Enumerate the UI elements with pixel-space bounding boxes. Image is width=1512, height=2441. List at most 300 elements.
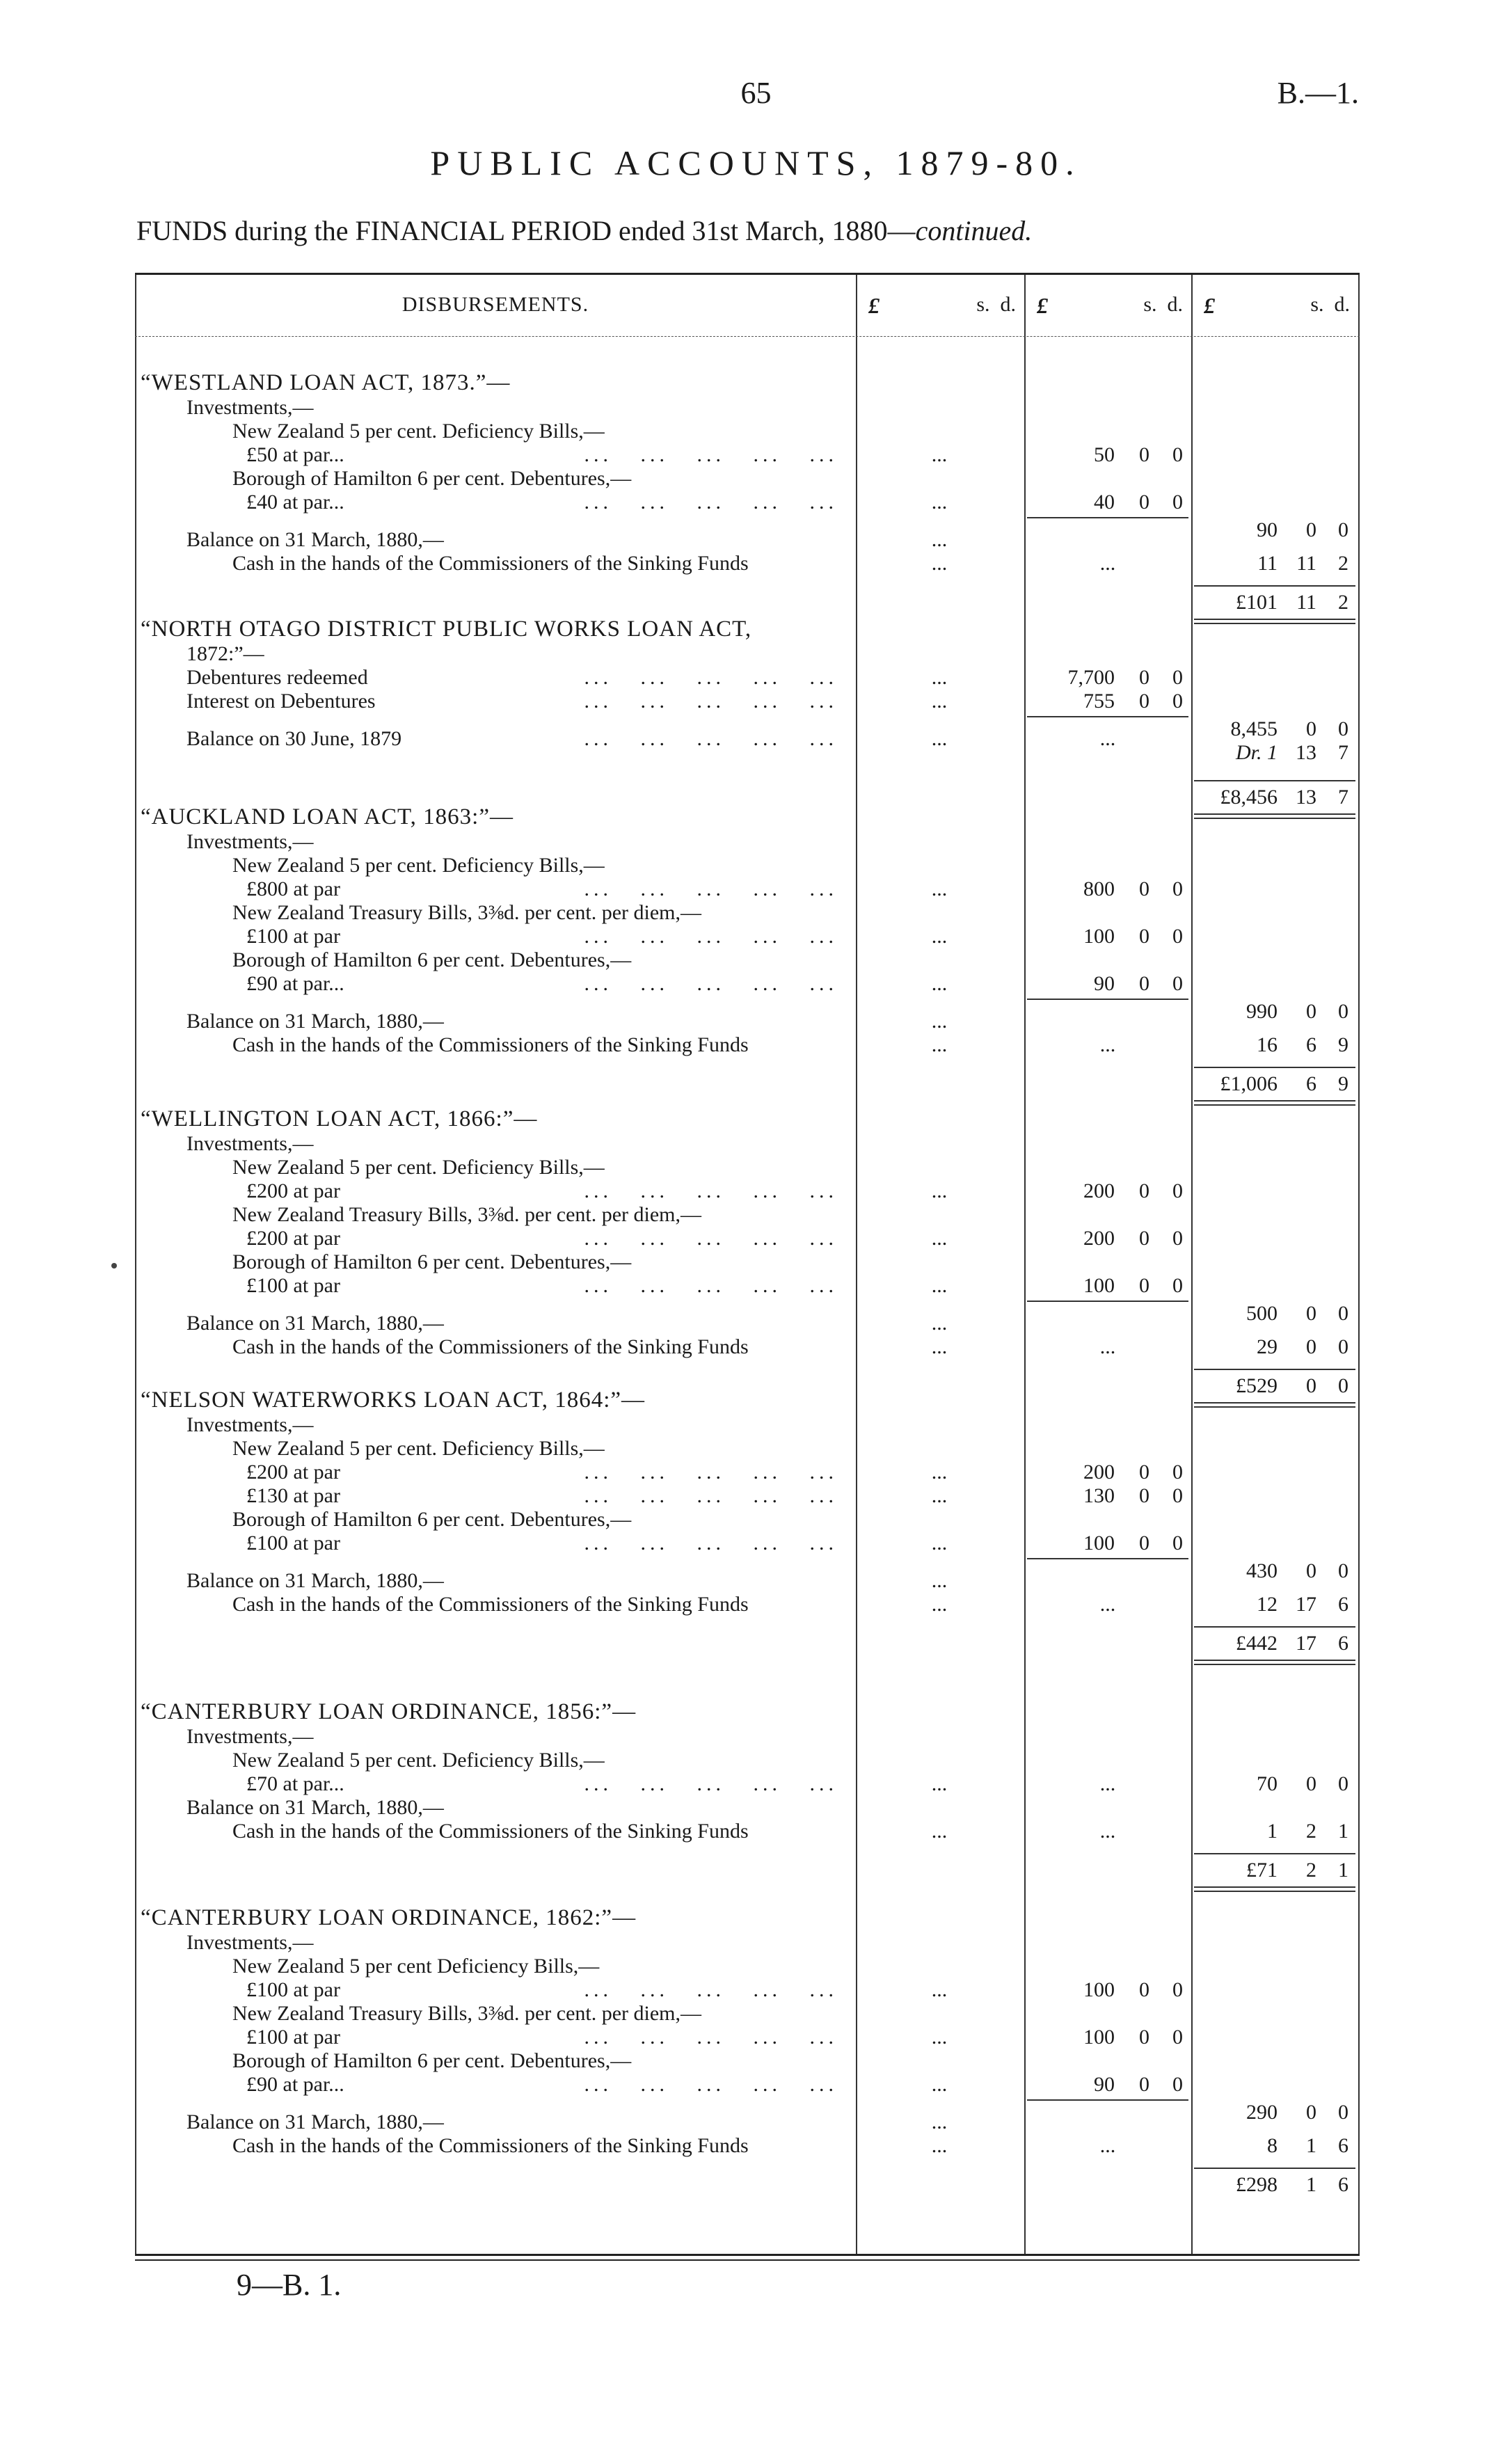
amount-col3 <box>1191 1559 1358 1583</box>
amount-pounds: 100 <box>1083 1978 1115 2001</box>
line-text: £130 at par <box>246 1484 340 1507</box>
amount-pounds: £101 <box>1236 591 1278 614</box>
line-text: Cash in the hands of the Commissioners of the Sinking Funds <box>232 2134 749 2157</box>
amount-pence: 0 <box>1172 1274 1183 1297</box>
line-text: Borough of Hamilton 6 per cent. Debentures,— <box>232 1250 632 1273</box>
amount-pence: 0 <box>1338 1335 1348 1358</box>
amount-shillings: 17 <box>1296 1593 1316 1616</box>
line-item <box>246 1274 340 1298</box>
leader-dots <box>437 727 838 751</box>
amount-pounds: 500 <box>1246 1302 1278 1325</box>
leader-dots <box>497 443 838 467</box>
leader-dots-text: ... ... ... ... ... <box>584 2026 838 2049</box>
leader-dots <box>497 1978 838 2002</box>
line-item <box>186 1725 313 1749</box>
leader-dots-text: ... ... ... ... ... <box>584 666 838 689</box>
ellipsis-col1: ... <box>931 491 948 514</box>
amount-shillings: 0 <box>1306 1335 1316 1358</box>
total-rule <box>1194 585 1355 587</box>
amount-pence: 0 <box>1338 1559 1348 1582</box>
line-item <box>186 666 368 690</box>
ellipsis-col1: ... <box>931 1569 948 1592</box>
ellipsis-col1: ... <box>931 666 948 689</box>
line-text: £100 at par <box>246 1274 340 1297</box>
line-text: £800 at par <box>246 877 340 900</box>
ellipsis-col1: ... <box>931 1227 948 1250</box>
amount-col2 <box>1024 1179 1191 1203</box>
amount-shillings: 6 <box>1306 1033 1316 1056</box>
section-title: “CANTERBURY LOAN ORDINANCE, 1856:”— <box>141 1699 637 1724</box>
amount-col3 <box>1191 1772 1358 1796</box>
amount-pence: 0 <box>1338 1772 1348 1795</box>
amount-pence: 0 <box>1172 690 1183 713</box>
line-item <box>186 1413 313 1437</box>
amount-pence: 0 <box>1172 1227 1183 1250</box>
section-title: “NELSON WATERWORKS LOAN ACT, 1864:”— <box>141 1388 646 1413</box>
amount-shillings: 13 <box>1296 786 1316 809</box>
section-total <box>1191 1072 1358 1096</box>
ellipsis-col2: ... <box>1099 1033 1116 1056</box>
line-text: New Zealand 5 per cent. Deficiency Bills,— <box>232 1749 605 1772</box>
amount-shillings: 0 <box>1139 1227 1149 1250</box>
amount-pence: 0 <box>1172 972 1183 995</box>
column-header-amount-3 <box>1191 293 1358 319</box>
line-text: Balance on 31 March, 1880,— <box>186 1796 444 1819</box>
line-text: Investments,— <box>186 1725 314 1748</box>
amount-pounds: 800 <box>1083 877 1115 900</box>
amount-shillings: 0 <box>1139 491 1149 514</box>
line-item <box>186 1010 444 1033</box>
amount-shillings: 0 <box>1139 972 1149 995</box>
line-item <box>186 690 376 713</box>
amount-pounds: 200 <box>1083 1461 1115 1484</box>
ellipsis-col2: ... <box>1099 1772 1116 1795</box>
leader-dots <box>497 1772 838 1796</box>
amount-pence: 0 <box>1172 443 1183 466</box>
pence-label: d. <box>1334 293 1350 316</box>
line-text: New Zealand 5 per cent Deficiency Bills,— <box>232 1955 600 1978</box>
ellipsis-col2: ... <box>1099 2134 1116 2157</box>
leader-dots-text: ... ... ... ... ... <box>584 925 838 948</box>
disbursements-table <box>135 273 1360 2256</box>
line-item <box>186 830 313 854</box>
column-header-amount-2 <box>1024 293 1191 319</box>
amount-shillings: 0 <box>1306 2101 1316 2124</box>
line-item <box>232 2134 749 2158</box>
amount-col3 <box>1191 1593 1358 1616</box>
leader-dots <box>497 491 838 514</box>
leader-dots-text: ... ... ... ... ... <box>584 1461 838 1484</box>
total-rule <box>1194 780 1355 781</box>
amount-shillings: 2 <box>1306 1820 1316 1843</box>
amount-pounds: 29 <box>1257 1335 1278 1358</box>
total-rule <box>1194 1369 1355 1370</box>
line-item <box>246 1484 340 1508</box>
ellipsis-col1: ... <box>931 690 948 713</box>
amount-shillings: 0 <box>1306 1000 1316 1023</box>
leader-dots <box>437 666 838 690</box>
line-item <box>232 2002 701 2026</box>
section-title: “NORTH OTAGO DISTRICT PUBLIC WORKS LOAN ACT, <box>141 617 752 642</box>
amount-col3 <box>1191 1302 1358 1326</box>
line-item <box>232 2049 631 2073</box>
amount-shillings: 0 <box>1139 443 1149 466</box>
amount-shillings: 0 <box>1139 925 1149 948</box>
amount-shillings: 0 <box>1139 690 1149 713</box>
subtotal-rule <box>1027 2099 1188 2101</box>
pound-sign: £ <box>868 293 880 318</box>
page-subtitle <box>136 214 1032 247</box>
line-text: £90 at par... <box>246 2073 344 2096</box>
line-text: New Zealand Treasury Bills, 3⅜d. per cent. per diem,— <box>232 2002 702 2025</box>
line-item <box>186 1569 444 1593</box>
line-item <box>232 420 605 443</box>
amount-shillings: 0 <box>1306 518 1316 541</box>
line-text: New Zealand 5 per cent. Deficiency Bills,— <box>232 854 605 877</box>
line-text: Cash in the hands of the Commissioners of the Sinking Funds <box>232 1820 749 1843</box>
ellipsis-col1: ... <box>931 2110 948 2133</box>
amount-col2 <box>1024 925 1191 948</box>
line-item <box>232 901 701 925</box>
line-item <box>186 1796 444 1820</box>
leader-dots <box>497 2073 838 2097</box>
amount-col2 <box>1024 1978 1191 2002</box>
line-item <box>246 491 344 514</box>
line-text: £40 at par... <box>246 491 344 514</box>
total-rule <box>1194 2168 1355 2169</box>
shillings-label: s. <box>1310 293 1324 316</box>
amount-col3 <box>1191 1335 1358 1359</box>
amount-pence: 0 <box>1338 717 1348 740</box>
amount-pence: 0 <box>1172 1978 1183 2001</box>
amount-col3 <box>1191 2134 1358 2158</box>
line-text: Investments,— <box>186 1413 314 1436</box>
amount-pence: 0 <box>1172 2073 1183 2096</box>
amount-pence: 0 <box>1172 877 1183 900</box>
leader-dots <box>437 690 838 713</box>
amount-pence: 6 <box>1338 1632 1348 1655</box>
line-item <box>232 1335 749 1359</box>
line-item <box>232 1593 749 1616</box>
line-text: Balance on 30 June, 1879 <box>186 727 402 750</box>
amount-pence: 0 <box>1172 1484 1183 1507</box>
amount-shillings: 0 <box>1306 1374 1316 1397</box>
amount-pence: 0 <box>1172 2026 1183 2049</box>
amount-col3 <box>1191 2101 1358 2124</box>
amount-pence: 2 <box>1338 591 1348 614</box>
amount-pounds: £442 <box>1236 1632 1278 1655</box>
total-double-rule <box>1194 619 1355 620</box>
amount-col2 <box>1024 1227 1191 1250</box>
amount-pounds: 40 <box>1094 491 1115 514</box>
line-text: Debentures redeemed <box>186 666 368 689</box>
amount-pence: 9 <box>1338 1072 1348 1095</box>
line-text: £90 at par... <box>246 972 344 995</box>
amount-shillings: 1 <box>1306 2173 1316 2196</box>
line-item <box>232 1250 631 1274</box>
ellipsis-col1: ... <box>931 972 948 995</box>
amount-pence: 1 <box>1338 1859 1348 1882</box>
amount-pounds: 130 <box>1083 1484 1115 1507</box>
leader-dots-text: ... ... ... ... ... <box>584 1978 838 2001</box>
amount-col2 <box>1024 877 1191 901</box>
leader-dots-text: ... ... ... ... ... <box>584 972 838 995</box>
amount-pence: 7 <box>1338 786 1348 809</box>
section-title: “WELLINGTON LOAN ACT, 1866:”— <box>141 1106 538 1131</box>
ellipsis-col1: ... <box>931 877 948 900</box>
ellipsis-col1: ... <box>931 2026 948 2049</box>
ellipsis-col1: ... <box>931 1820 948 1843</box>
table-border-left <box>135 275 136 2254</box>
amount-shillings: 0 <box>1139 1274 1149 1297</box>
ellipsis-col1: ... <box>931 727 948 750</box>
amount-col2 <box>1024 972 1191 996</box>
ellipsis-col1: ... <box>931 552 948 575</box>
line-text: Cash in the hands of the Commissioners of the Sinking Funds <box>232 552 749 575</box>
amount-pounds: £298 <box>1236 2173 1278 2196</box>
line-item <box>232 1508 631 1532</box>
line-text: Investments,— <box>186 1931 314 1954</box>
line-item <box>232 1955 599 1978</box>
line-item <box>232 1820 749 1843</box>
line-item <box>232 1203 701 1227</box>
section-title-cont: 1872:”— <box>186 642 264 665</box>
amount-pounds: 1 <box>1267 1820 1278 1843</box>
line-text: £200 at par <box>246 1461 340 1484</box>
amount-shillings: 11 <box>1296 591 1316 614</box>
amount-pounds: 990 <box>1246 1000 1278 1023</box>
amount-shillings: 0 <box>1139 1461 1149 1484</box>
line-text: Borough of Hamilton 6 per cent. Debentures,— <box>232 1508 632 1531</box>
amount-shillings: 6 <box>1306 1072 1316 1095</box>
line-text: New Zealand Treasury Bills, 3⅜d. per cent. per diem,— <box>232 901 702 924</box>
line-text: Investments,— <box>186 1132 314 1155</box>
leader-dots-text: ... ... ... ... ... <box>584 1484 838 1507</box>
amount-shillings: 0 <box>1306 1772 1316 1795</box>
amount-col2 <box>1024 666 1191 690</box>
line-item <box>232 1437 605 1461</box>
leader-dots-text: ... ... ... ... ... <box>584 690 838 713</box>
line-text: Borough of Hamilton 6 per cent. Debentures,— <box>232 2049 632 2072</box>
line-item <box>246 1978 340 2002</box>
amount-pounds: 50 <box>1094 443 1115 466</box>
amount-shillings: 0 <box>1139 666 1149 689</box>
amount-col2 <box>1024 1484 1191 1508</box>
line-text: Balance on 31 March, 1880,— <box>186 1010 444 1033</box>
line-item <box>186 396 313 420</box>
leader-dots <box>497 1484 838 1508</box>
amount-pence: 0 <box>1338 2101 1348 2124</box>
line-item <box>186 528 444 552</box>
line-text: Balance on 31 March, 1880,— <box>186 1569 444 1592</box>
ellipsis-col2: ... <box>1099 727 1116 750</box>
subtotal-rule <box>1027 1301 1188 1302</box>
amount-pence: 0 <box>1172 1461 1183 1484</box>
line-text: Cash in the hands of the Commissioners of the Sinking Funds <box>232 1033 749 1056</box>
amount-shillings: 13 <box>1296 741 1316 764</box>
column-header-disbursements: DISBURSEMENTS. <box>401 293 589 316</box>
leader-dots-text: ... ... ... ... ... <box>584 1532 838 1555</box>
line-text: New Zealand 5 per cent. Deficiency Bills,— <box>232 420 605 443</box>
leader-dots-text: ... ... ... ... ... <box>584 727 838 750</box>
line-item <box>246 2073 344 2097</box>
total-rule <box>1194 1067 1355 1068</box>
line-item <box>246 877 340 901</box>
amount-col3-debit <box>1191 741 1358 765</box>
section-title: “CANTERBURY LOAN ORDINANCE, 1862:”— <box>141 1905 637 1930</box>
line-item <box>246 2026 340 2049</box>
line-text: Balance on 31 March, 1880,— <box>186 1312 444 1335</box>
leader-dots-text: ... ... ... ... ... <box>584 1179 838 1202</box>
amount-pence: 7 <box>1338 741 1348 764</box>
line-text: Investments,— <box>186 396 314 419</box>
amount-pounds: 12 <box>1257 1593 1278 1616</box>
amount-col3 <box>1191 1000 1358 1024</box>
line-item <box>246 1227 340 1250</box>
amount-pence: 9 <box>1338 1033 1348 1056</box>
amount-pounds: 90 <box>1094 2073 1115 2096</box>
amount-shillings: 0 <box>1306 717 1316 740</box>
subtotal-rule <box>1027 999 1188 1000</box>
amount-pounds: 90 <box>1094 972 1115 995</box>
amount-pounds: Dr. 1 <box>1235 741 1278 764</box>
ellipsis-col1: ... <box>931 1312 948 1335</box>
total-rule <box>1194 1853 1355 1854</box>
column-divider-2 <box>1024 275 1026 2254</box>
ellipsis-col1: ... <box>931 1010 948 1033</box>
table-border-right <box>1358 275 1360 2254</box>
ellipsis-col1: ... <box>931 1593 948 1616</box>
leader-dots <box>497 972 838 996</box>
amount-col2 <box>1024 1274 1191 1298</box>
line-text: Borough of Hamilton 6 per cent. Debentures,— <box>232 467 632 490</box>
total-double-rule <box>1194 1660 1355 1661</box>
ellipsis-col1: ... <box>931 528 948 551</box>
line-text: Balance on 31 March, 1880,— <box>186 528 444 551</box>
line-item <box>186 727 401 751</box>
amount-pounds: 200 <box>1083 1227 1115 1250</box>
amount-pounds: £71 <box>1246 1859 1278 1882</box>
line-text: Cash in the hands of the Commissioners of the Sinking Funds <box>232 1335 749 1358</box>
amount-pounds: 290 <box>1246 2101 1278 2124</box>
header-rule <box>135 336 1360 337</box>
leader-dots-text: ... ... ... ... ... <box>584 1772 838 1795</box>
amount-pounds: £8,456 <box>1220 786 1278 809</box>
amount-shillings: 1 <box>1306 2134 1316 2157</box>
ellipsis-col1: ... <box>931 1978 948 2001</box>
pound-sign: £ <box>1037 293 1048 318</box>
amount-pounds: 11 <box>1257 552 1278 575</box>
line-text: Borough of Hamilton 6 per cent. Debentures,— <box>232 948 632 971</box>
amount-shillings: 0 <box>1306 1302 1316 1325</box>
amount-shillings: 0 <box>1139 2073 1149 2096</box>
ellipsis-col1: ... <box>931 1772 948 1795</box>
amount-shillings: 0 <box>1139 877 1149 900</box>
ellipsis-col1: ... <box>931 1532 948 1555</box>
total-double-rule <box>1194 813 1355 815</box>
amount-pounds: 755 <box>1083 690 1115 713</box>
amount-pence: 6 <box>1338 2134 1348 2157</box>
amount-pounds: £1,006 <box>1220 1072 1278 1095</box>
amount-pence: 6 <box>1338 2173 1348 2196</box>
amount-pence: 0 <box>1172 1532 1183 1555</box>
total-double-rule <box>1194 1100 1355 1102</box>
amount-pence: 0 <box>1338 1374 1348 1397</box>
amount-col2 <box>1024 1461 1191 1484</box>
amount-pence: 1 <box>1338 1820 1348 1843</box>
amount-pounds: 90 <box>1257 518 1278 541</box>
line-text: £100 at par <box>246 2026 340 2049</box>
ellipsis-col1: ... <box>931 1335 948 1358</box>
line-item <box>246 1772 344 1796</box>
ellipsis-col1: ... <box>931 925 948 948</box>
column-header-amount-1 <box>856 293 1024 319</box>
amount-pence: 0 <box>1172 666 1183 689</box>
section-total <box>1191 1632 1358 1655</box>
amount-shillings: 0 <box>1306 1559 1316 1582</box>
line-item <box>246 443 344 467</box>
line-item <box>246 1532 340 1555</box>
amount-pounds: 100 <box>1083 1532 1115 1555</box>
leader-dots <box>497 1274 838 1298</box>
line-text: £200 at par <box>246 1179 340 1202</box>
table-bottom-double-rule <box>135 2259 1360 2261</box>
section-total <box>1191 591 1358 614</box>
leader-dots-text: ... ... ... ... ... <box>584 1274 838 1297</box>
line-text: Investments,— <box>186 830 314 853</box>
line-item <box>232 467 631 491</box>
subtotal-rule <box>1027 517 1188 518</box>
amount-pence: 0 <box>1338 1302 1348 1325</box>
ellipsis-col1: ... <box>931 1179 948 1202</box>
leader-dots-text: ... ... ... ... ... <box>584 877 838 900</box>
amount-shillings: 0 <box>1139 2026 1149 2049</box>
line-text: New Zealand 5 per cent. Deficiency Bills,— <box>232 1437 605 1460</box>
pence-label: d. <box>1167 293 1183 316</box>
pound-sign: £ <box>1204 293 1215 318</box>
amount-pence: 0 <box>1338 518 1348 541</box>
amount-shillings: 0 <box>1139 1179 1149 1202</box>
ellipsis-col1: ... <box>931 2134 948 2157</box>
amount-pounds: 430 <box>1246 1559 1278 1582</box>
amount-pounds: 7,700 <box>1067 666 1115 689</box>
line-item <box>232 1749 605 1772</box>
line-item <box>186 1132 313 1156</box>
amount-pence: 6 <box>1338 1593 1348 1616</box>
leader-dots <box>497 925 838 948</box>
line-item <box>186 2110 444 2134</box>
section-title: “AUCKLAND LOAN ACT, 1863:”— <box>141 804 514 829</box>
line-item <box>232 854 605 877</box>
line-item <box>246 925 340 948</box>
line-item <box>186 1312 444 1335</box>
leader-dots <box>497 1179 838 1203</box>
subtitle-text: FUNDS during the FINANCIAL PERIOD ended 31st March, 1880— <box>136 215 916 246</box>
leader-dots <box>497 1532 838 1555</box>
subtitle-continued: continued. <box>915 215 1033 246</box>
section-total <box>1191 1374 1358 1398</box>
section-total <box>1191 786 1358 809</box>
leader-dots-text: ... ... ... ... ... <box>584 2073 838 2096</box>
line-text: Balance on 31 March, 1880,— <box>186 2110 444 2133</box>
amount-pounds: 100 <box>1083 2026 1115 2049</box>
pence-label: d. <box>1000 293 1016 316</box>
amount-col3 <box>1191 518 1358 542</box>
leader-dots <box>497 1461 838 1484</box>
leader-dots <box>497 877 838 901</box>
amount-pounds: 100 <box>1083 1274 1115 1297</box>
shillings-label: s. <box>976 293 990 316</box>
